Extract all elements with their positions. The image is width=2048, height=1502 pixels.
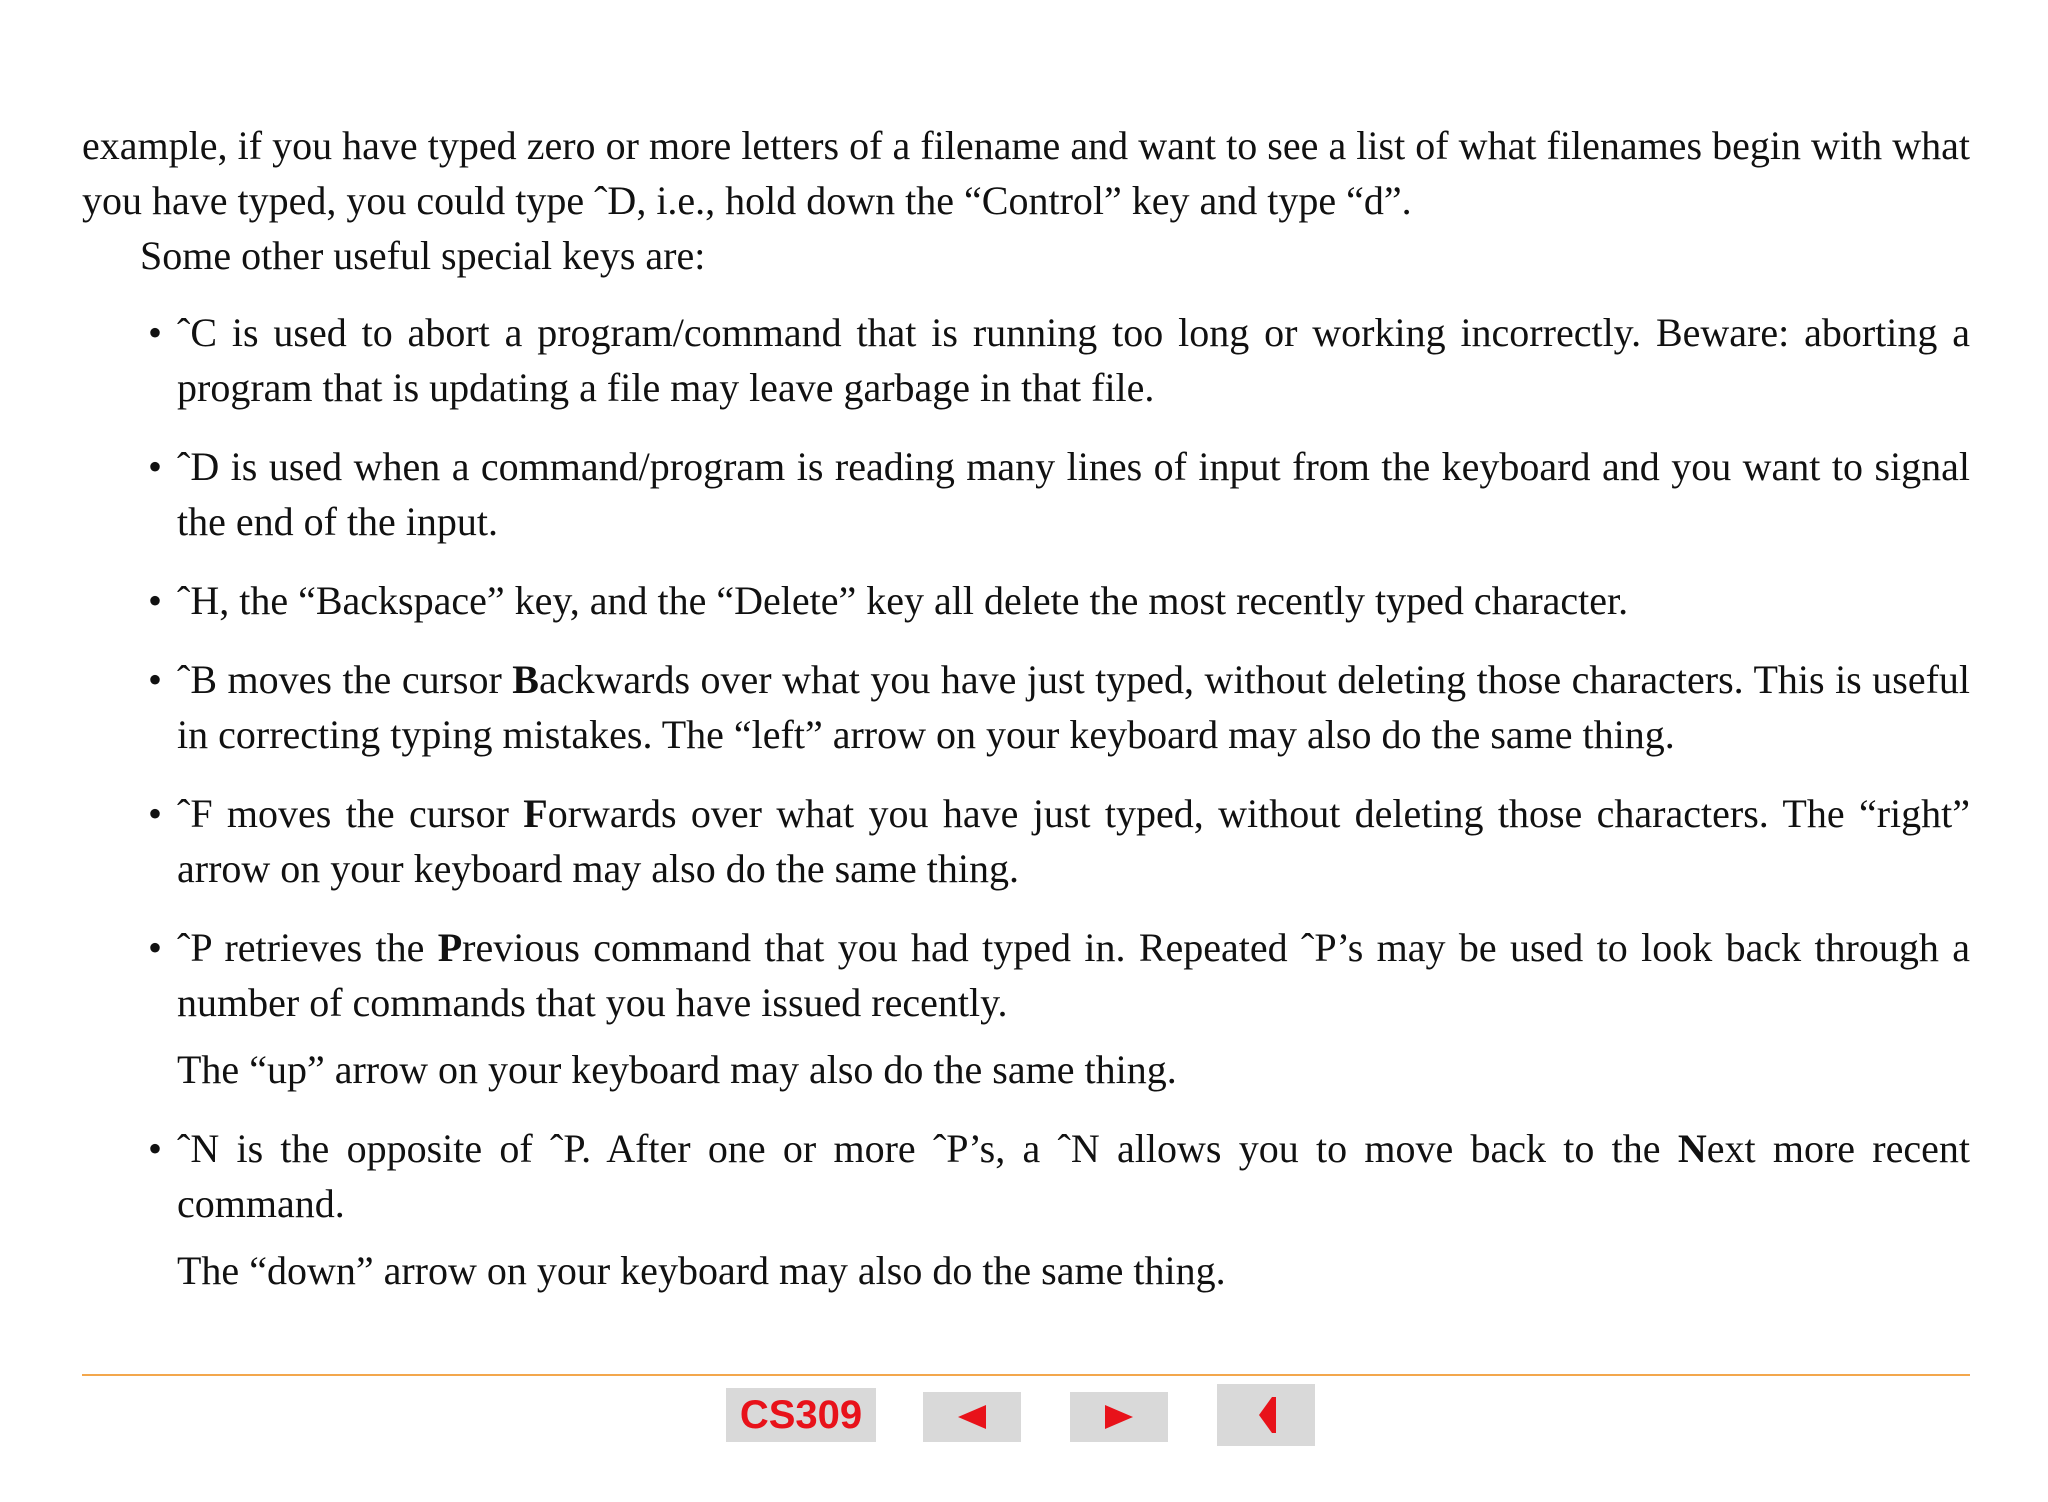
previous-page-button[interactable] [923, 1392, 1021, 1442]
list-item-text: ˆH, the “Backspace” key, and the “Delete” key all delete the most recently typed character. [177, 578, 1629, 623]
list-item-text [177, 1121, 1970, 1231]
emphasis-letter: B [512, 657, 539, 702]
list-item [82, 439, 1970, 549]
list-item [82, 305, 1970, 415]
list-item [82, 652, 1970, 762]
bullet-icon: • [147, 1126, 162, 1171]
bullet-icon: • [147, 310, 162, 355]
course-label-button[interactable]: CS309 [726, 1388, 876, 1442]
list-item-text-start: ˆP retrieves the [177, 925, 438, 970]
left-triangle-icon [954, 1402, 990, 1432]
list-item [82, 1121, 1970, 1298]
footer-divider [82, 1374, 1970, 1376]
back-button[interactable] [1217, 1384, 1315, 1446]
list-item-text: ˆD is used when a command/program is reading many lines of input from the keyboard and you want to signal the end of the input. [177, 444, 1970, 544]
slide-navigation [0, 1384, 2048, 1444]
list-item-text-start: ˆN is the opposite of ˆP. After one or more ˆP’s, a ˆN allows you to move back to the [177, 1126, 1678, 1171]
bullet-icon: • [147, 925, 162, 970]
list-item-text-end: orwards over what you have just typed, without deleting those characters. The “right” arrow on your keyboard may also do the same thing. [177, 791, 1971, 891]
emphasis-letter: N [1677, 1126, 1707, 1171]
list-item-note: The “down” arrow on your keyboard may also do the same thing. [177, 1248, 1226, 1293]
document-page [82, 118, 1970, 1322]
bullet-icon: • [147, 578, 162, 623]
bullet-icon: • [147, 444, 162, 489]
bullet-icon: • [147, 657, 162, 702]
list-item-text [177, 652, 1970, 762]
list-item-text-start: ˆB moves the cursor [177, 657, 513, 702]
list-item-text-end: ext more recent command. [177, 1126, 1971, 1226]
bullet-icon: • [147, 791, 162, 836]
list-item-text-end: revious command that you had typed in. Repeated ˆP’s may be used to look back through a number of commands that you have issued recently. [177, 925, 1970, 1025]
right-triangle-icon [1101, 1402, 1137, 1432]
list-item-text-start: ˆF moves the cursor [177, 791, 524, 836]
special-keys-list [82, 305, 1970, 1298]
emphasis-letter: P [437, 925, 463, 970]
list-item [82, 573, 1970, 628]
lead-paragraph: Some other useful special keys are: [140, 233, 706, 278]
emphasis-letter: F [523, 791, 548, 836]
list-item [82, 920, 1970, 1097]
intro-paragraph: example, if you have typed zero or more letters of a filename and want to see a list of what filenames begin with what you have typed, you could type ˆD, i.e., hold down the “Control” key and type “d”. [82, 123, 1970, 223]
list-item-text [177, 786, 1970, 896]
list-item-text: ˆC is used to abort a program/command that is running too long or working incorrectly. Beware: aborting a program that is updating a file may leave garbage in that file. [177, 310, 1970, 410]
back-icon [1251, 1393, 1281, 1437]
list-item-note: The “up” arrow on your keyboard may also do the same thing. [177, 1047, 1177, 1092]
list-item-text [177, 920, 1970, 1030]
list-item [82, 786, 1970, 896]
list-item-text-end: ackwards over what you have just typed, without deleting those characters. This is useful in correcting typing mistakes. The “left” arrow on your keyboard may also do the same thing. [177, 657, 1971, 757]
next-page-button[interactable] [1070, 1392, 1168, 1442]
